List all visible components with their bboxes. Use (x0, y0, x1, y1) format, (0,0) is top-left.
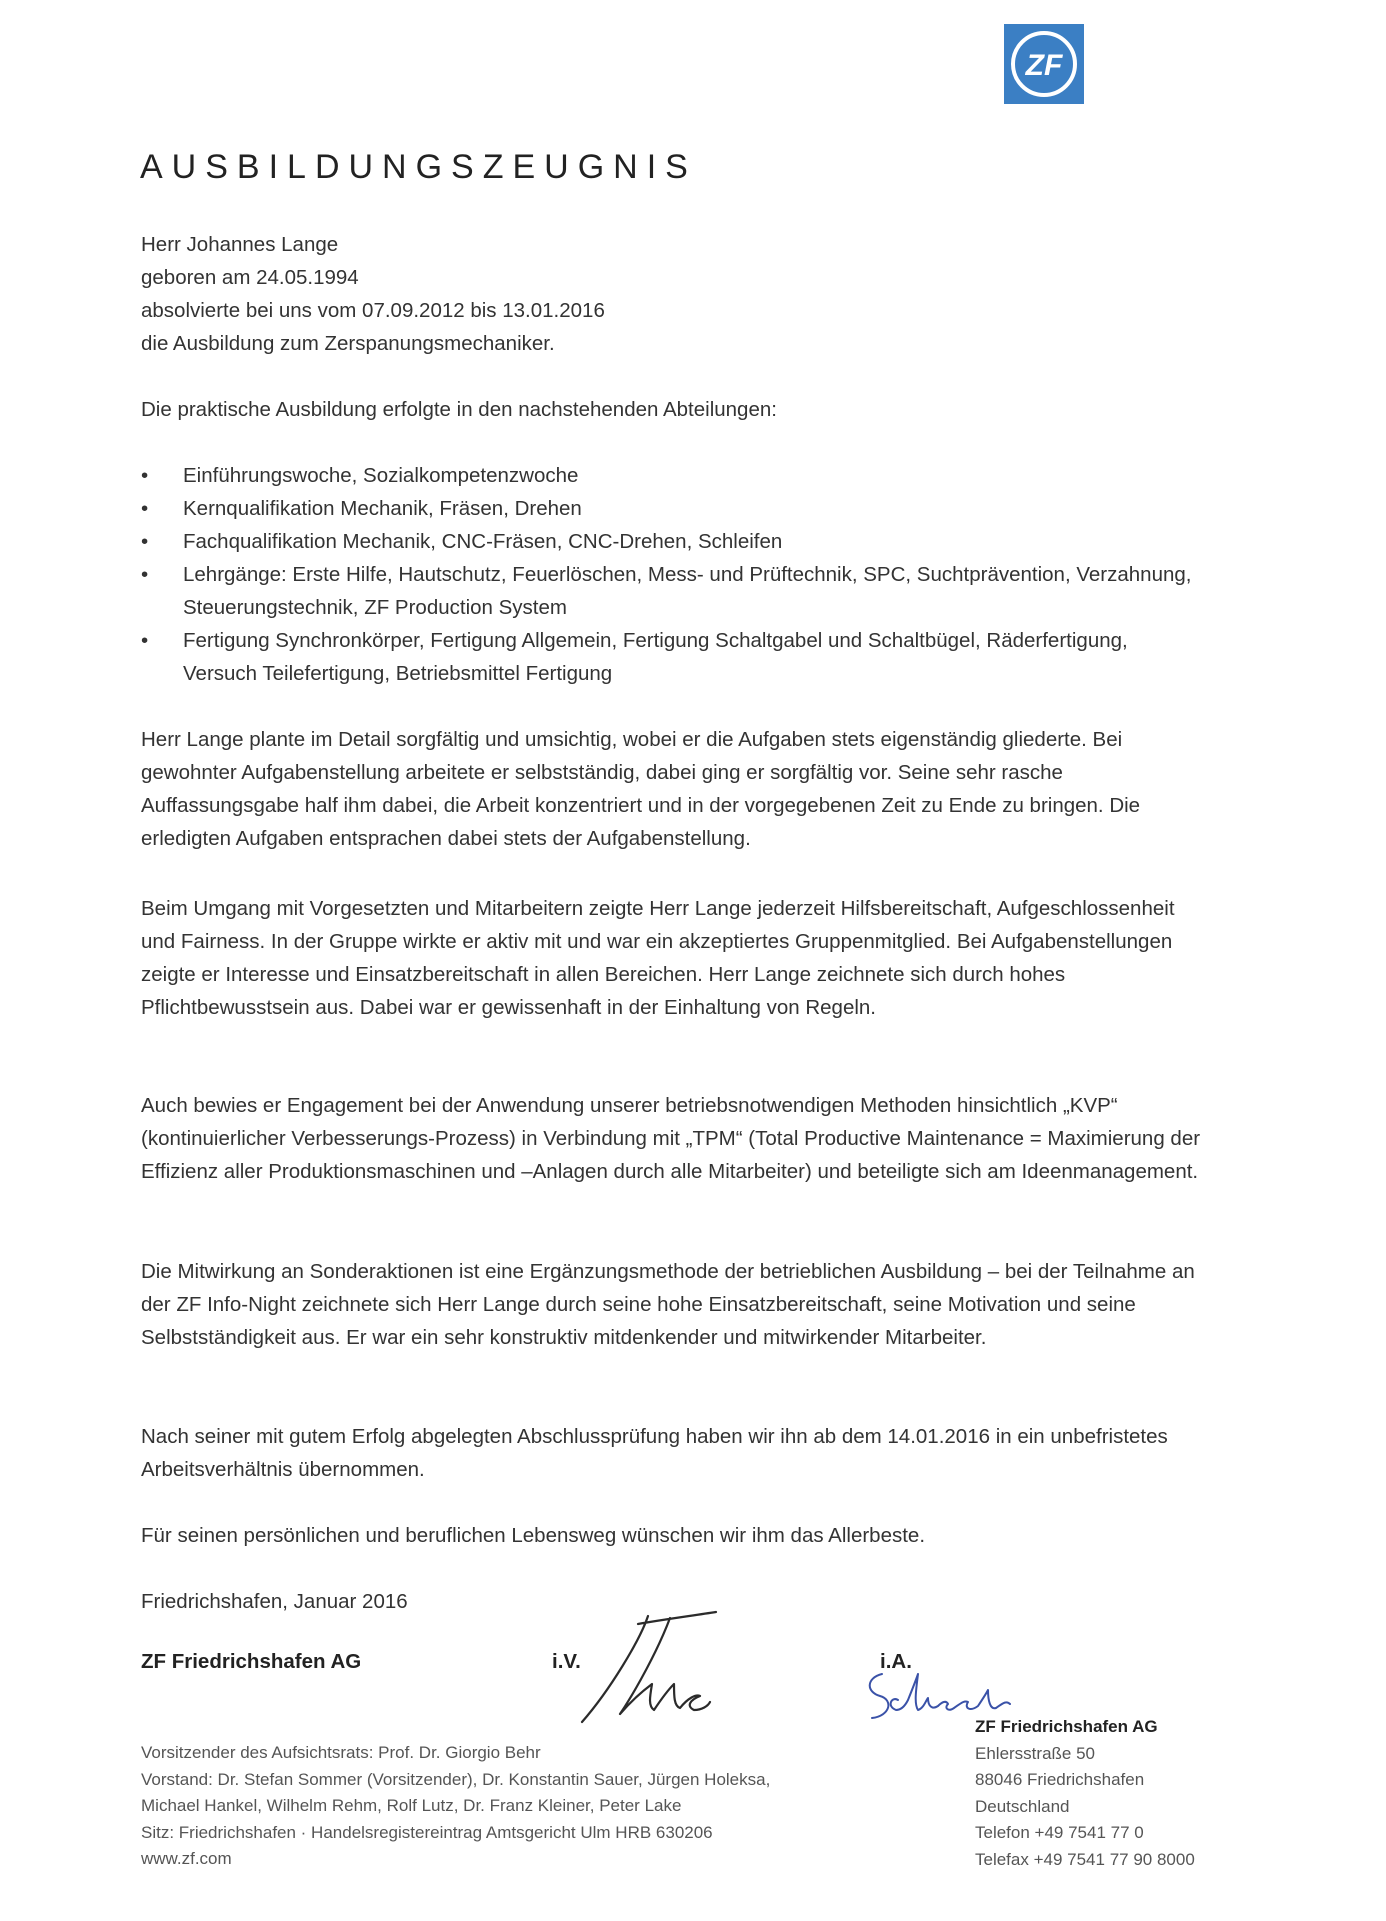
list-item (141, 459, 1201, 492)
zf-logo-icon (1007, 27, 1081, 101)
footer-line: Michael Hankel, Wilhelm Rehm, Rolf Lutz, Dr. Franz Kleiner, Peter Lake (141, 1796, 682, 1815)
signature-ia-label: i.A. (880, 1650, 912, 1673)
departments-intro: Die praktische Ausbildung erfolgte in den nachstehenden Abteilungen: (141, 398, 777, 421)
place-date: Friedrichshafen, Januar 2016 (141, 1590, 408, 1613)
intro-line: geboren am 24.05.1994 (141, 266, 359, 289)
intro-line: Herr Johannes Lange (141, 233, 339, 256)
list-item (141, 525, 1201, 558)
list-item-text: Lehrgänge: Erste Hilfe, Hautschutz, Feuerlöschen, Mess- und Prüftechnik, SPC, Suchtprävention, Verzahnung, Steuerungstechnik, ZF Production System (183, 563, 1192, 619)
footer-line: Vorsitzender des Aufsichtsrats: Prof. Dr. Giorgio Behr (141, 1743, 541, 1762)
paragraph-work-style: Herr Lange plante im Detail sorgfältig und umsichtig, wobei er die Aufgaben stets eigenständig gliederte. Bei gewohnter Aufgabenstellung arbeitete er selbstständig, dabei ging er sorgfältig vor. Seine sehr rasche Auffassungsgabe half ihm dabei, die Arbeit konzentriert und in der vorgegebenen Zeit zu Ende zu bringen. Die erledigten Aufgaben entsprachen dabei stets der Aufgabenstellung. (141, 728, 1141, 850)
zf-logo-text: ZF (1025, 49, 1063, 82)
footer-address-line: Deutschland (975, 1796, 1070, 1816)
footer-company-name: ZF Friedrichshafen AG (975, 1717, 1158, 1736)
list-item (141, 492, 1201, 525)
departments-list (141, 459, 1201, 690)
bullet: • (141, 629, 149, 652)
paragraph-special-actions: Die Mitwirkung an Sonderaktionen ist eine Ergänzungsmethode der betrieblichen Ausbildung – bei der Teilnahme an der ZF Info-Night zeichnete sich Herr Lange durch seine hohe Einsatzbereitschaft, seine Motivation und seine Selbstständigkeit aus. Er war ein sehr konstruktiv mitdenkender und mitwirkender Mitarbeiter. (141, 1260, 1195, 1349)
bullet: • (141, 497, 149, 520)
list-item (141, 624, 1201, 690)
signature-company: ZF Friedrichshafen AG (141, 1650, 362, 1673)
signature-iv-label: i.V. (552, 1650, 581, 1673)
intro-block (141, 228, 1201, 360)
footer-phone: Telefon +49 7541 77 0 (975, 1823, 1144, 1842)
zf-logo (1004, 24, 1084, 104)
handwritten-signature (570, 1610, 730, 1730)
footer-line: Sitz: Friedrichshafen · Handelsregistereintrag Amtsgericht Ulm HRB 630206 (141, 1822, 713, 1842)
list-item (141, 558, 1201, 624)
list-item-text: Einführungswoche, Sozialkompetenzwoche (183, 464, 579, 487)
bullet: • (141, 563, 149, 586)
footer-website-link[interactable]: www.zf.com (141, 1849, 232, 1868)
footer-address (975, 1714, 1195, 1873)
footer-fax: Telefax +49 7541 77 90 8000 (975, 1849, 1195, 1869)
footer-line: Vorstand: Dr. Stefan Sommer (Vorsitzender), Dr. Konstantin Sauer, Jürgen Holeksa, (141, 1769, 771, 1789)
list-item-text: Fachqualifikation Mechanik, CNC-Fräsen, CNC-Drehen, Schleifen (183, 530, 783, 553)
paragraph-closing-wishes: Für seinen persönlichen und beruflichen Lebensweg wünschen wir ihm das Allerbeste. (141, 1524, 926, 1547)
list-item-text: Kernqualifikation Mechanik, Fräsen, Drehen (183, 497, 582, 520)
intro-line: absolvierte bei uns vom 07.09.2012 bis 13.01.2016 (141, 299, 605, 322)
footer-legal-info (141, 1740, 770, 1873)
footer-address-line: 88046 Friedrichshafen (975, 1770, 1145, 1789)
intro-line: die Ausbildung zum Zerspanungsmechaniker. (141, 332, 555, 355)
document-title: AUSBILDUNGSZEUGNIS (140, 148, 697, 186)
list-item-text: Fertigung Synchronkörper, Fertigung Allgemein, Fertigung Schaltgabel und Schaltbügel, Räderfertigung, Versuch Teilefertigung, Betriebsmittel Fertigung (183, 629, 1128, 685)
footer-address-line: Ehlersstraße 50 (975, 1743, 1095, 1763)
paragraph-final-exam: Nach seiner mit gutem Erfolg abgelegten Abschlussprüfung haben wir ihn ab dem 14.01.2016 in ein unbefristetes Arbeitsverhältnis übernommen. (141, 1425, 1168, 1481)
bullet: • (141, 464, 149, 487)
paragraph-engagement: Auch bewies er Engagement bei der Anwendung unserer betriebsnotwendigen Methoden hinsichtlich „KVP“ (kontinuierlicher Verbesserungs-Prozess) in Verbindung mit „TPM“ (Total Productive Maintenance = Maximierung der Effizienz aller Produktionsmaschinen und –Anlagen durch alle Mitarbeiter) und beteiligte sich am Ideenmanagement. (141, 1094, 1201, 1183)
paragraph-social-behavior: Beim Umgang mit Vorgesetzten und Mitarbeitern zeigte Herr Lange jederzeit Hilfsbereitschaft, Aufgeschlossenheit und Fairness. In der Gruppe wirkte er aktiv mit und war ein akzeptiertes Gruppenmitglied. Bei Aufgabenstellungen zeigte er Interesse und Einsatzbereitschaft in allen Bereichen. Herr Lange zeichnete sich durch hohes Pflichtbewusstsein aus. Dabei war er gewissenhaft in der Einhaltung von Regeln. (141, 897, 1175, 1019)
bullet: • (141, 530, 149, 553)
